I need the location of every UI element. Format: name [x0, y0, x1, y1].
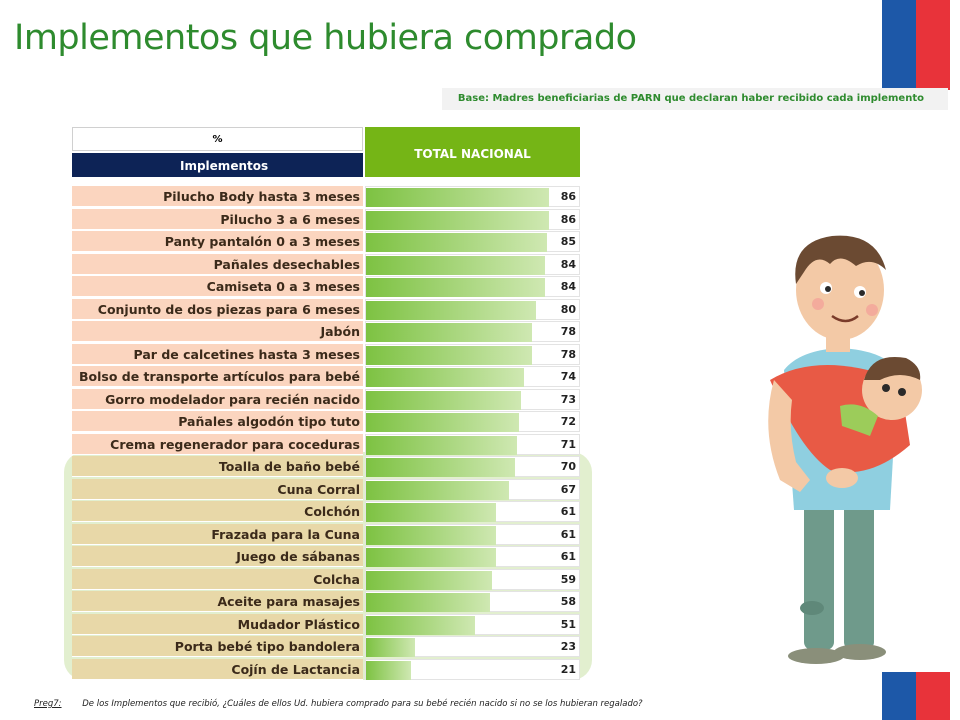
category-label: Pilucho 3 a 6 meses [72, 209, 363, 230]
bar-value-label: 86 [560, 190, 576, 203]
bar [366, 526, 496, 545]
chart-row [72, 546, 580, 567]
bar-cell [365, 614, 580, 635]
bar-cell [365, 456, 580, 477]
bar [366, 301, 536, 320]
bar [366, 233, 547, 252]
bar [366, 571, 492, 590]
chart-row [72, 434, 580, 455]
bar-cell [365, 501, 580, 522]
chart-row [72, 209, 580, 230]
bar [366, 593, 490, 612]
category-label: Pilucho Body hasta 3 meses [72, 186, 363, 207]
bar-cell [365, 636, 580, 657]
bar-value-label: 71 [560, 437, 576, 451]
chart-row [72, 636, 580, 657]
chile-flag-top-icon [882, 0, 950, 90]
category-label: Toalla de baño bebé [72, 456, 363, 477]
bar [366, 616, 475, 635]
bar-cell [365, 524, 580, 545]
chart-row [72, 366, 580, 387]
bar-value-label: 21 [560, 662, 576, 676]
base-note-box [442, 88, 948, 110]
bar-cell [365, 659, 580, 680]
bar [366, 661, 411, 680]
chart-row [72, 411, 580, 432]
category-label: Jabón [72, 321, 363, 342]
category-label: Juego de sábanas [72, 546, 363, 567]
category-label: Colcha [72, 569, 363, 590]
bar-cell [365, 546, 580, 567]
bar [366, 211, 549, 230]
chart-row [72, 186, 580, 207]
chart-row [72, 614, 580, 635]
chart-row [72, 524, 580, 545]
bar [366, 436, 517, 455]
category-label: Colchón [72, 501, 363, 522]
bar-value-label: 85 [560, 235, 576, 248]
bar [366, 503, 496, 522]
chart-row [72, 389, 580, 410]
chart-row [72, 299, 580, 320]
bar-value-label: 80 [560, 302, 576, 316]
bar-cell [365, 434, 580, 455]
total-nacional-header: TOTAL NACIONAL [365, 127, 580, 177]
bar-value-label: 86 [560, 212, 576, 226]
bar-value-label: 74 [560, 370, 576, 383]
category-label: Pañales algodón tipo tuto [72, 411, 363, 432]
base-note: Base: Madres beneficiarias de PARN que declaran haber recibido cada implemento [457, 93, 924, 104]
bar-value-label: 61 [560, 527, 576, 541]
question-id: Preg7: [34, 699, 62, 709]
category-label: Conjunto de dos piezas para 6 meses [72, 299, 363, 320]
father-holding-baby-illustration-icon [760, 230, 950, 670]
bar [366, 481, 509, 500]
category-label: Pañales desechables [72, 254, 363, 275]
chart-row [72, 479, 580, 500]
bar-value-label: 61 [560, 505, 576, 518]
chart-row [72, 569, 580, 590]
category-label: Panty pantalón 0 a 3 meses [72, 231, 363, 252]
bar-value-label: 51 [560, 617, 576, 631]
category-label: Crema regenerador para coceduras [72, 434, 363, 455]
category-label: Mudador Plástico [72, 614, 363, 635]
chart-row [72, 591, 580, 612]
category-label: Cuna Corral [72, 479, 363, 500]
bar-cell [365, 591, 580, 612]
bar [366, 188, 549, 207]
bar [366, 323, 532, 342]
bar [366, 346, 532, 365]
bar-value-label: 58 [560, 595, 576, 608]
implementos-header: Implementos [72, 153, 363, 177]
bar-value-label: 70 [560, 460, 576, 473]
bar-cell [365, 276, 580, 297]
category-label: Frazada para la Cuna [72, 524, 363, 545]
chile-flag-bottom-icon [882, 672, 950, 720]
bar-value-label: 78 [560, 325, 576, 338]
bar-cell [365, 299, 580, 320]
percent-header: % [72, 127, 363, 151]
bar-cell [365, 389, 580, 410]
bar-cell [365, 479, 580, 500]
bar-cell [365, 411, 580, 432]
bar [366, 278, 545, 297]
bar-cell [365, 231, 580, 252]
page-title: Implementos que hubiera comprado [14, 18, 637, 58]
chart-row [72, 501, 580, 522]
bar-cell [365, 344, 580, 365]
bar [366, 391, 521, 410]
bar-value-label: 84 [560, 257, 576, 271]
bar-value-label: 78 [560, 347, 576, 361]
chart-row [72, 254, 580, 275]
bar [366, 638, 415, 657]
bar-cell [365, 569, 580, 590]
bar-cell [365, 209, 580, 230]
bar [366, 548, 496, 567]
bar [366, 413, 519, 432]
bar [366, 458, 515, 477]
bar-cell [365, 254, 580, 275]
category-label: Gorro modelador para recién nacido [72, 389, 363, 410]
bar-value-label: 59 [560, 572, 576, 586]
bar-value-label: 73 [560, 392, 576, 406]
category-label: Par de calcetines hasta 3 meses [72, 344, 363, 365]
footer-question [34, 699, 643, 709]
chart-row [72, 659, 580, 680]
bar-cell [365, 321, 580, 342]
chart-row [72, 344, 580, 365]
bar-value-label: 72 [560, 415, 576, 428]
bar-value-label: 61 [560, 550, 576, 563]
bar-value-label: 67 [560, 482, 576, 496]
chart-row [72, 456, 580, 477]
bar [366, 256, 545, 275]
chart-row [72, 231, 580, 252]
bar-cell [365, 186, 580, 207]
bar [366, 368, 524, 387]
category-label: Bolso de transporte artículos para bebé [72, 366, 363, 387]
chart-row [72, 276, 580, 297]
chart-row [72, 321, 580, 342]
bar-value-label: 84 [560, 280, 576, 293]
bar-cell [365, 366, 580, 387]
category-label: Aceite para masajes [72, 591, 363, 612]
category-label: Cojín de Lactancia [72, 659, 363, 680]
category-label: Porta bebé tipo bandolera [72, 636, 363, 657]
question-text: De los Implementos que recibió, ¿Cuáles de ellos Ud. hubiera comprado para su bebé recién nacido si no se los hubieran regalado? [82, 699, 643, 709]
category-label: Camiseta 0 a 3 meses [72, 276, 363, 297]
bar-value-label: 23 [560, 640, 576, 653]
